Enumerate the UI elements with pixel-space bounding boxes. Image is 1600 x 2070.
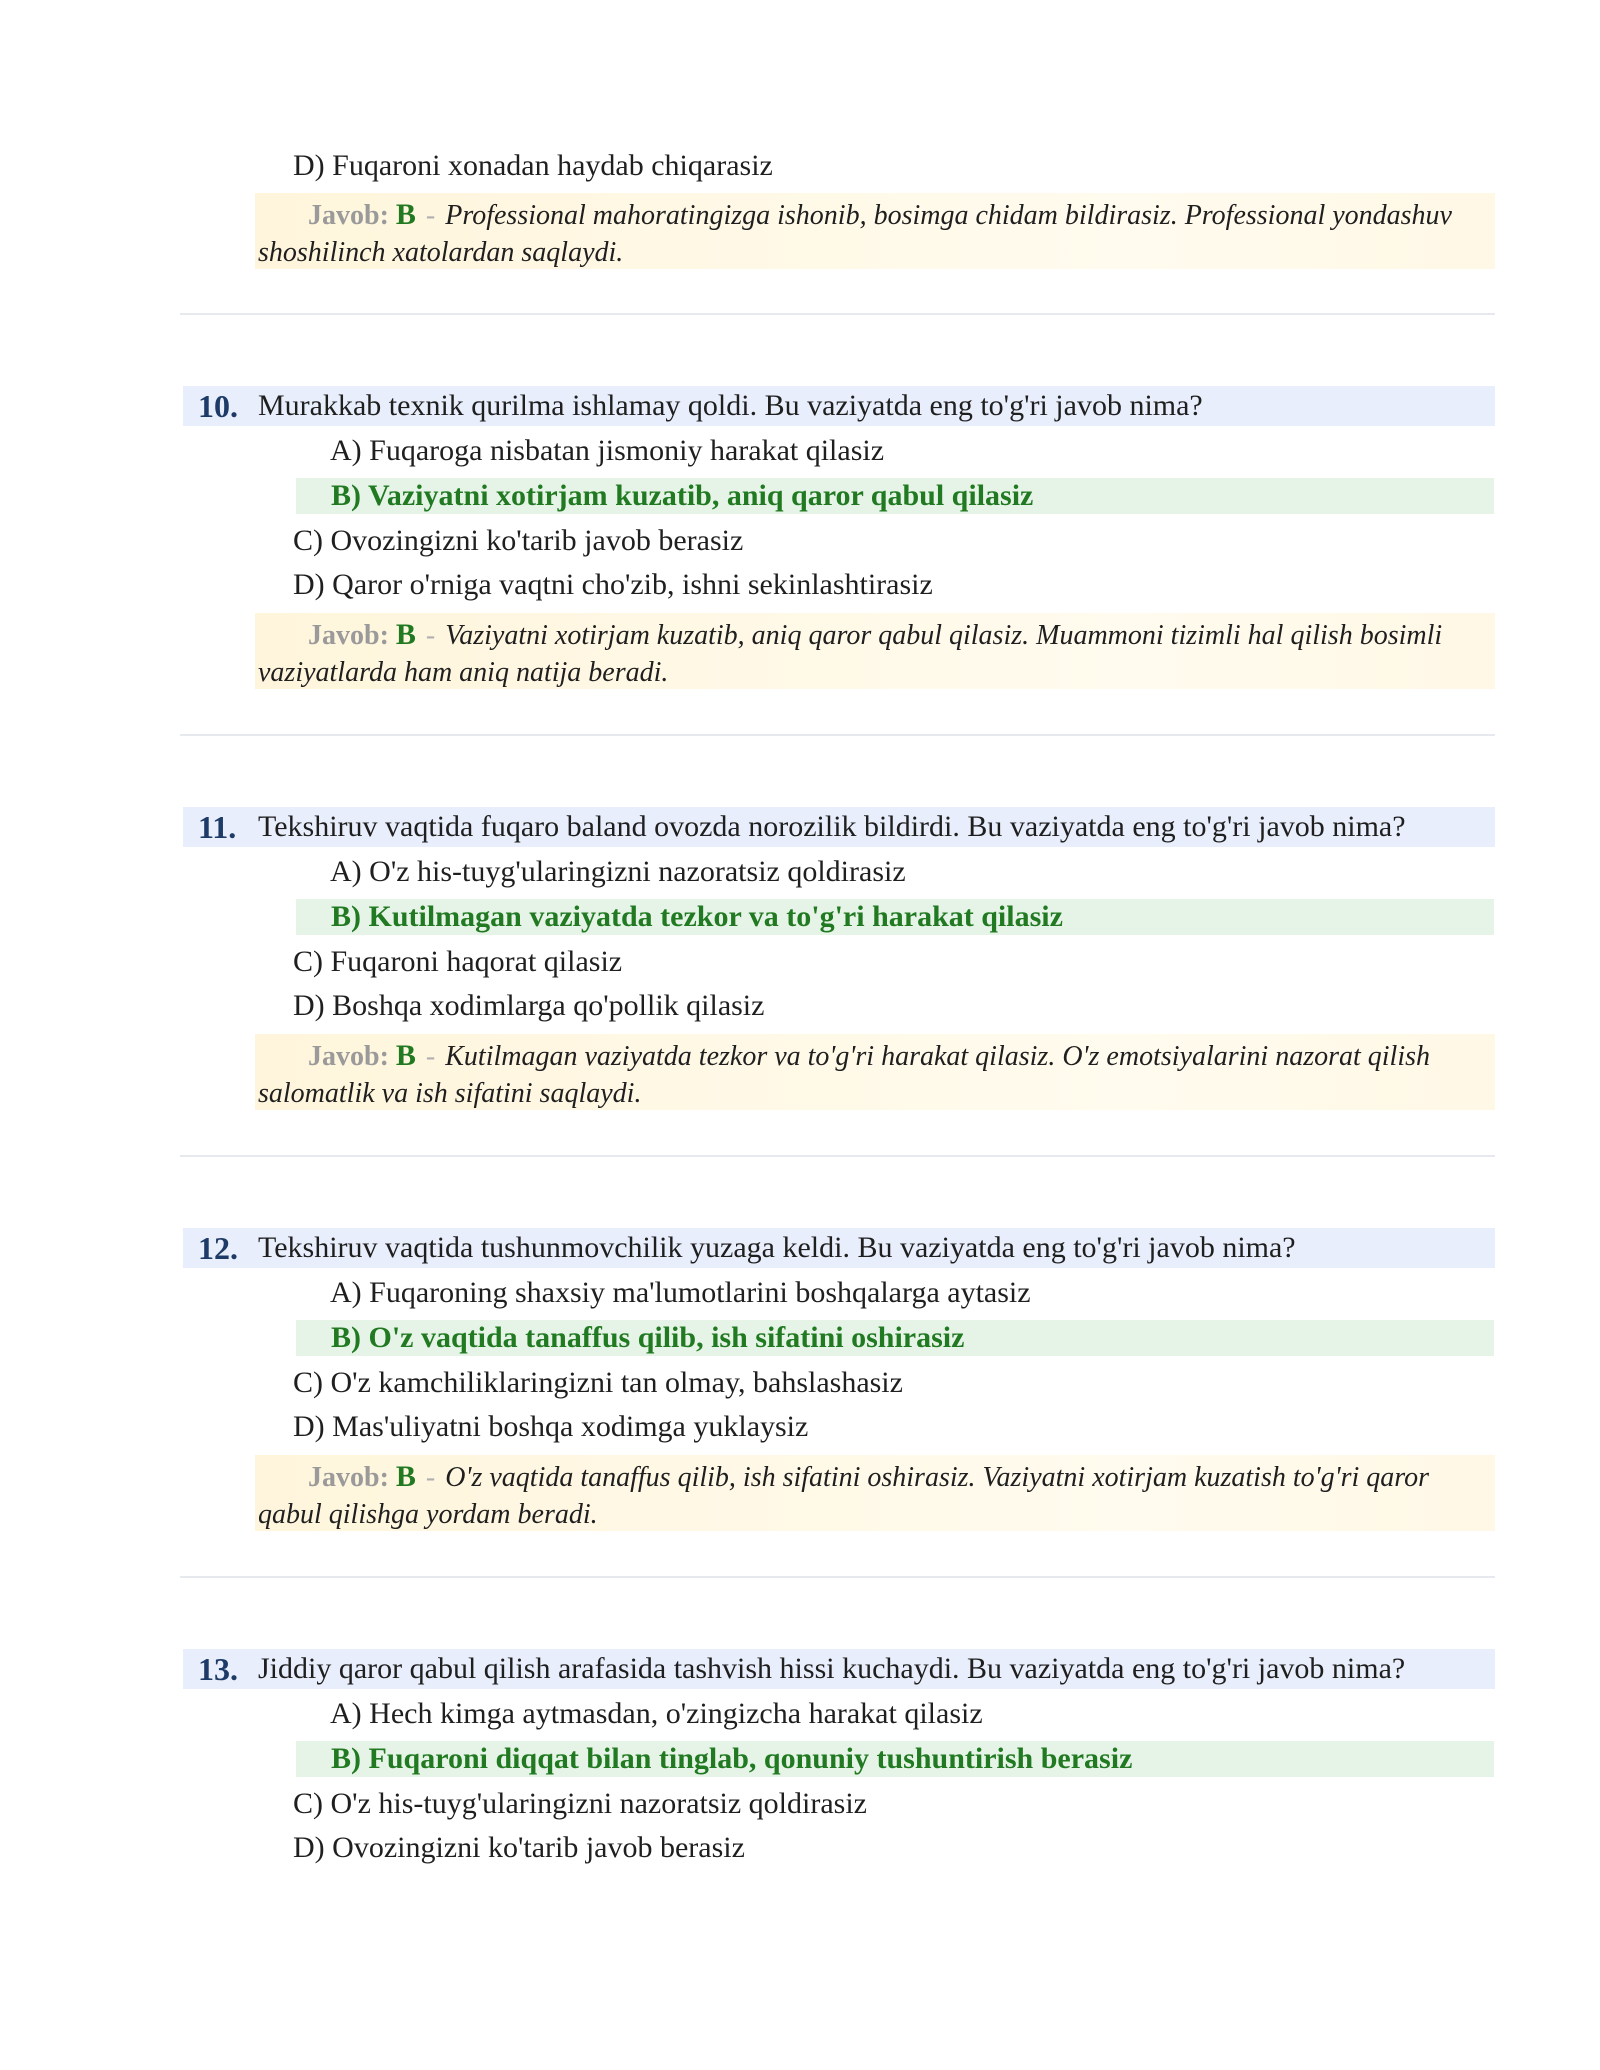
divider [180, 1576, 1495, 1578]
answer-explanation: Professional mahoratingizga ishonib, bosimga chidam bildirasiz. Professional yondashuv shoshilinch xatolardan saqlaydi. [258, 200, 1452, 268]
q10-question: Murakkab texnik qurilma ishlamay qoldi. Bu vaziyatda eng to'g'ri javob nima? [258, 389, 1203, 422]
q10-option-c: C) Ovozingizni ko'tarib javob berasiz [293, 524, 744, 557]
answer-explanation: O'z vaqtida tanaffus qilib, ish sifatini oshirasiz. Vaziyatni xotirjam kuzatish to'g'ri qaror qabul qilishga yordam beradi. [258, 1462, 1430, 1530]
answer-letter: B [395, 198, 416, 231]
q9-option-d: D) Fuqaroni xonadan haydab chiqarasiz [293, 149, 773, 182]
divider [180, 313, 1495, 315]
answer-dash: - [425, 1462, 436, 1493]
answer-letter: B [395, 618, 416, 651]
q10-answer [258, 616, 1498, 691]
answer-dash: - [425, 620, 436, 651]
answer-label: Javob: [308, 1462, 389, 1493]
q13-option-d: D) Ovozingizni ko'tarib javob berasiz [293, 1831, 745, 1864]
answer-label: Javob: [308, 200, 389, 231]
answer-label: Javob: [308, 1041, 389, 1072]
q11-option-a: A) O'z his-tuyg'ularingizni nazoratsiz qoldirasiz [330, 855, 906, 888]
q10-number: 10. [198, 388, 238, 424]
q12-option-a: A) Fuqaroning shaxsiy ma'lumotlarini boshqalarga aytasiz [330, 1276, 1031, 1309]
q12-answer [258, 1458, 1498, 1533]
q12-question: Tekshiruv vaqtida tushunmovchilik yuzaga keldi. Bu vaziyatda eng to'g'ri javob nima? [258, 1231, 1296, 1264]
q11-question: Tekshiruv vaqtida fuqaro baland ovozda norozilik bildirdi. Bu vaziyatda eng to'g'ri javob nima? [258, 810, 1406, 843]
q9-answer [258, 196, 1498, 271]
q10-option-b: B) Vaziyatni xotirjam kuzatib, aniq qaror qabul qilasiz [331, 479, 1034, 512]
q13-option-b: B) Fuqaroni diqqat bilan tinglab, qonuniy tushuntirish berasiz [331, 1742, 1133, 1775]
q13-option-c: C) O'z his-tuyg'ularingizni nazoratsiz qoldirasiz [293, 1787, 867, 1820]
q11-number: 11. [198, 809, 237, 845]
answer-explanation: Vaziyatni xotirjam kuzatib, aniq qaror qabul qilasiz. Muammoni tizimli hal qilish bosimli vaziyatlarda ham aniq natija beradi. [258, 620, 1443, 688]
q10-option-a: A) Fuqaroga nisbatan jismoniy harakat qilasiz [330, 434, 885, 467]
q12-number: 12. [198, 1230, 238, 1266]
q13-option-a: A) Hech kimga aytmasdan, o'zingizcha harakat qilasiz [330, 1697, 983, 1730]
answer-dash: - [425, 1041, 436, 1072]
answer-letter: B [395, 1460, 416, 1493]
answer-dash: - [425, 200, 436, 231]
q13-question: Jiddiy qaror qabul qilish arafasida tashvish hissi kuchaydi. Bu vaziyatda eng to'g'ri javob nima? [258, 1652, 1406, 1685]
answer-label: Javob: [308, 620, 389, 651]
q13-number: 13. [198, 1651, 238, 1687]
q12-option-b: B) O'z vaqtida tanaffus qilib, ish sifatini oshirasiz [331, 1321, 965, 1354]
q10-option-d: D) Qaror o'rniga vaqtni cho'zib, ishni sekinlashtirasiz [293, 568, 933, 601]
q11-option-c: C) Fuqaroni haqorat qilasiz [293, 945, 623, 978]
answer-explanation: Kutilmagan vaziyatda tezkor va to'g'ri harakat qilasiz. O'z emotsiyalarini nazorat qilish salomatlik va ish sifatini saqlaydi. [258, 1041, 1430, 1109]
q11-answer [258, 1037, 1498, 1112]
q12-option-d: D) Mas'uliyatni boshqa xodimga yuklaysiz [293, 1410, 809, 1443]
answer-letter: B [395, 1039, 416, 1072]
divider [180, 734, 1495, 736]
q11-option-b: B) Kutilmagan vaziyatda tezkor va to'g'ri harakat qilasiz [331, 900, 1063, 933]
q12-option-c: C) O'z kamchiliklaringizni tan olmay, bahslashasiz [293, 1366, 903, 1399]
q11-option-d: D) Boshqa xodimlarga qo'pollik qilasiz [293, 989, 765, 1022]
divider [180, 1155, 1495, 1157]
